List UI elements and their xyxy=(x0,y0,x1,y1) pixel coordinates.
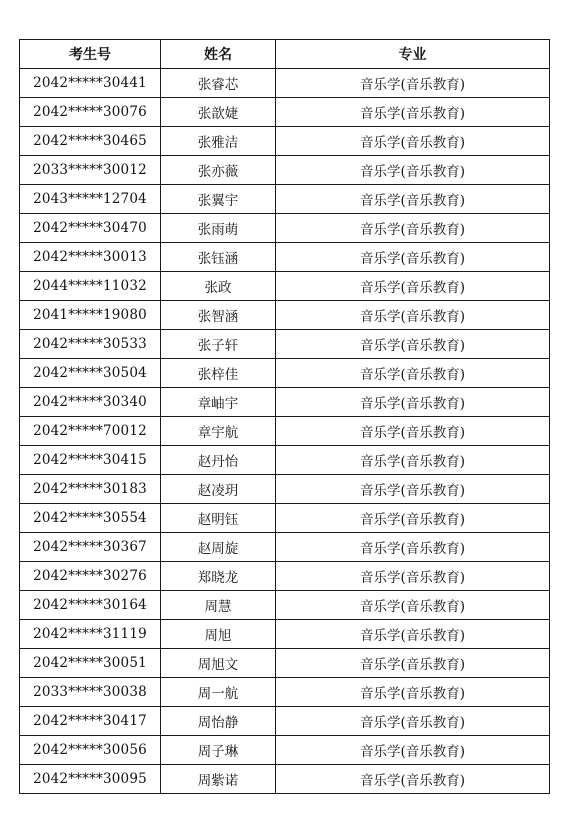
table-row xyxy=(20,707,550,736)
candidate-number-cell: 2044*****11032 xyxy=(20,272,161,301)
candidate-number-cell: 2042*****30415 xyxy=(20,446,161,475)
major-cell: 音乐学(音乐教育) xyxy=(276,417,550,446)
candidate-number-cell: 2042*****30051 xyxy=(20,649,161,678)
student-name-cell: 张雅洁 xyxy=(161,127,276,156)
table-row xyxy=(20,504,550,533)
table-row xyxy=(20,359,550,388)
student-name-cell: 张梓佳 xyxy=(161,359,276,388)
table-row xyxy=(20,127,550,156)
major-cell: 音乐学(音乐教育) xyxy=(276,678,550,707)
major-cell: 音乐学(音乐教育) xyxy=(276,388,550,417)
table-row xyxy=(20,388,550,417)
student-name-cell: 张亦薇 xyxy=(161,156,276,185)
table-row xyxy=(20,214,550,243)
candidate-number-cell: 2042*****30076 xyxy=(20,98,161,127)
student-name-cell: 周怡静 xyxy=(161,707,276,736)
major-cell: 音乐学(音乐教育) xyxy=(276,243,550,272)
student-name-cell: 周一航 xyxy=(161,678,276,707)
candidate-number-cell: 2042*****30095 xyxy=(20,765,161,794)
major-cell: 音乐学(音乐教育) xyxy=(276,707,550,736)
candidate-number-cell: 2042*****30554 xyxy=(20,504,161,533)
student-name-cell: 周子琳 xyxy=(161,736,276,765)
major-cell: 音乐学(音乐教育) xyxy=(276,185,550,214)
student-name-cell: 赵丹怡 xyxy=(161,446,276,475)
major-cell: 音乐学(音乐教育) xyxy=(276,620,550,649)
major-cell: 音乐学(音乐教育) xyxy=(276,475,550,504)
student-name-cell: 张睿芯 xyxy=(161,69,276,98)
header-major: 专业 xyxy=(276,40,550,69)
major-cell: 音乐学(音乐教育) xyxy=(276,272,550,301)
table-row xyxy=(20,620,550,649)
student-name-cell: 赵周旋 xyxy=(161,533,276,562)
candidate-number-cell: 2042*****30056 xyxy=(20,736,161,765)
table-row xyxy=(20,243,550,272)
table-row xyxy=(20,417,550,446)
student-name-cell: 张智涵 xyxy=(161,301,276,330)
candidate-number-cell: 2042*****31119 xyxy=(20,620,161,649)
header-name: 姓名 xyxy=(161,40,276,69)
admission-list-table xyxy=(19,39,550,794)
candidate-number-cell: 2033*****30012 xyxy=(20,156,161,185)
candidate-number-cell: 2042*****30470 xyxy=(20,214,161,243)
major-cell: 音乐学(音乐教育) xyxy=(276,330,550,359)
major-cell: 音乐学(音乐教育) xyxy=(276,359,550,388)
student-name-cell: 周旭文 xyxy=(161,649,276,678)
student-name-cell: 张子轩 xyxy=(161,330,276,359)
table-row xyxy=(20,678,550,707)
candidate-number-cell: 2042*****30340 xyxy=(20,388,161,417)
table-row xyxy=(20,562,550,591)
table-row xyxy=(20,69,550,98)
major-cell: 音乐学(音乐教育) xyxy=(276,214,550,243)
table-row xyxy=(20,272,550,301)
table-row xyxy=(20,446,550,475)
major-cell: 音乐学(音乐教育) xyxy=(276,591,550,620)
candidate-number-cell: 2042*****30504 xyxy=(20,359,161,388)
candidate-number-cell: 2042*****30441 xyxy=(20,69,161,98)
student-name-cell: 张雨萌 xyxy=(161,214,276,243)
candidate-number-cell: 2042*****30164 xyxy=(20,591,161,620)
major-cell: 音乐学(音乐教育) xyxy=(276,127,550,156)
candidate-number-cell: 2042*****30367 xyxy=(20,533,161,562)
major-cell: 音乐学(音乐教育) xyxy=(276,562,550,591)
table-row xyxy=(20,736,550,765)
table-row xyxy=(20,533,550,562)
table-row xyxy=(20,185,550,214)
student-name-cell: 张钰涵 xyxy=(161,243,276,272)
header-candidate-number: 考生号 xyxy=(20,40,161,69)
candidate-number-cell: 2042*****30276 xyxy=(20,562,161,591)
candidate-number-cell: 2042*****30417 xyxy=(20,707,161,736)
table-body xyxy=(20,69,550,794)
candidate-number-cell: 2033*****30038 xyxy=(20,678,161,707)
table-row xyxy=(20,475,550,504)
table-row xyxy=(20,765,550,794)
major-cell: 音乐学(音乐教育) xyxy=(276,649,550,678)
candidate-number-cell: 2042*****30465 xyxy=(20,127,161,156)
student-name-cell: 张翼宇 xyxy=(161,185,276,214)
major-cell: 音乐学(音乐教育) xyxy=(276,446,550,475)
student-name-cell: 周慧 xyxy=(161,591,276,620)
student-name-cell: 张歆婕 xyxy=(161,98,276,127)
candidate-number-cell: 2043*****12704 xyxy=(20,185,161,214)
candidate-number-cell: 2042*****30183 xyxy=(20,475,161,504)
student-name-cell: 郑晓龙 xyxy=(161,562,276,591)
table-row xyxy=(20,330,550,359)
major-cell: 音乐学(音乐教育) xyxy=(276,765,550,794)
student-name-cell: 章岫宇 xyxy=(161,388,276,417)
table-row xyxy=(20,649,550,678)
major-cell: 音乐学(音乐教育) xyxy=(276,69,550,98)
table-row xyxy=(20,301,550,330)
student-name-cell: 周旭 xyxy=(161,620,276,649)
header-row xyxy=(20,40,550,69)
major-cell: 音乐学(音乐教育) xyxy=(276,301,550,330)
candidate-number-cell: 2041*****19080 xyxy=(20,301,161,330)
student-name-cell: 赵凌玥 xyxy=(161,475,276,504)
student-name-cell: 章宇航 xyxy=(161,417,276,446)
student-name-cell: 周紫诺 xyxy=(161,765,276,794)
candidate-number-cell: 2042*****30013 xyxy=(20,243,161,272)
candidate-number-cell: 2042*****30533 xyxy=(20,330,161,359)
table-header xyxy=(20,40,550,69)
student-name-cell: 张政 xyxy=(161,272,276,301)
major-cell: 音乐学(音乐教育) xyxy=(276,533,550,562)
major-cell: 音乐学(音乐教育) xyxy=(276,736,550,765)
major-cell: 音乐学(音乐教育) xyxy=(276,504,550,533)
major-cell: 音乐学(音乐教育) xyxy=(276,98,550,127)
table-row xyxy=(20,98,550,127)
major-cell: 音乐学(音乐教育) xyxy=(276,156,550,185)
candidate-number-cell: 2042*****70012 xyxy=(20,417,161,446)
table-row xyxy=(20,156,550,185)
student-name-cell: 赵明钰 xyxy=(161,504,276,533)
table-row xyxy=(20,591,550,620)
